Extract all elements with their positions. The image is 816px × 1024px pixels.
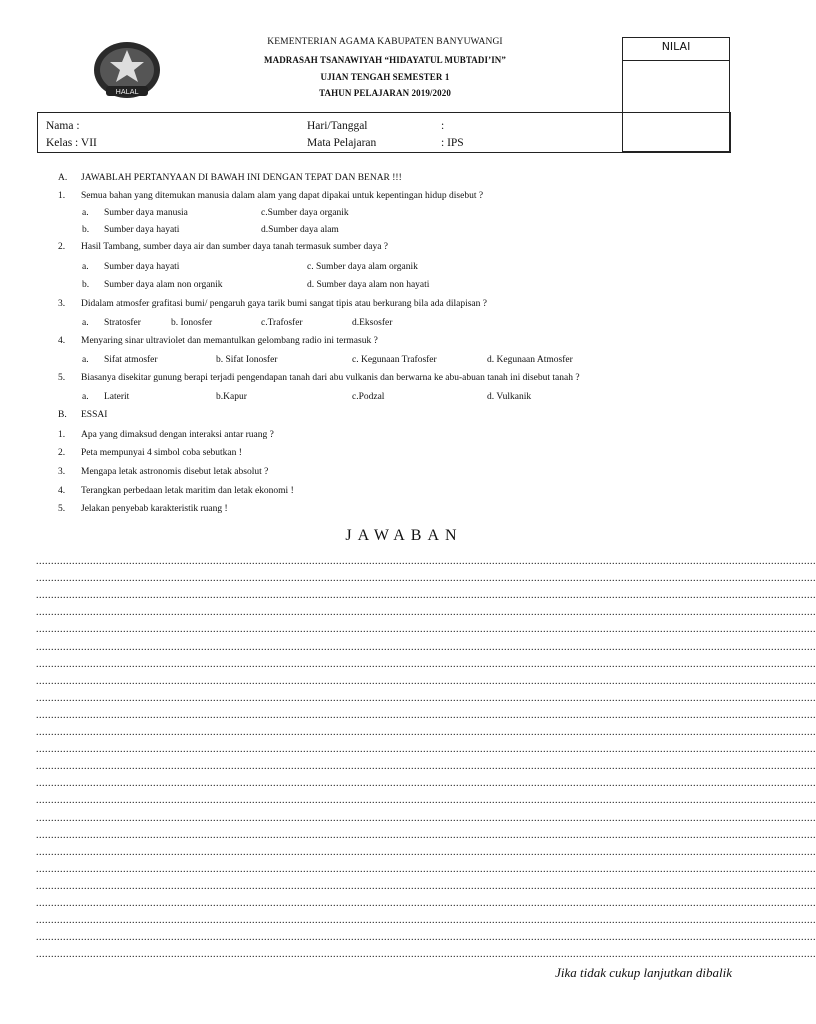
option-d[interactable]: d.Eksosfer xyxy=(352,318,393,328)
identity-box xyxy=(37,112,731,153)
option-b[interactable]: b. Sifat Ionosfer xyxy=(216,355,278,365)
option-c[interactable]: c.Podzal xyxy=(352,392,385,402)
header-school: MADRASAH TSANAWIYAH “HIDAYATUL MUBTADI’IN” xyxy=(264,55,506,65)
footer-note: Jika tidak cukup lanjutkan dibalik xyxy=(555,965,732,980)
answer-line[interactable]: .................................................................................................................................................................................................................................................................... xyxy=(36,778,816,790)
answer-line[interactable]: .................................................................................................................................................................................................................................................................... xyxy=(36,812,816,824)
essay-question: Jelakan penyebab karakteristik ruang ! xyxy=(81,504,228,514)
essay-question: Peta mempunyai 4 simbol coba sebutkan ! xyxy=(81,448,242,458)
section-b-title: ESSAI xyxy=(81,410,108,420)
answer-line[interactable]: .................................................................................................................................................................................................................................................................... xyxy=(36,727,816,738)
option-marker: b. xyxy=(82,280,90,290)
answer-line[interactable]: .................................................................................................................................................................................................................................................................... xyxy=(36,607,816,619)
essay-question: Mengapa letak astronomis disebut letak absolut ? xyxy=(81,467,269,477)
option-a[interactable]: Stratosfer xyxy=(104,318,141,328)
answer-line[interactable]: .................................................................................................................................................................................................................................................................... xyxy=(36,675,816,687)
section-a-marker: A. xyxy=(58,173,68,183)
answer-title: JAWABAN xyxy=(345,527,463,544)
option-a[interactable]: Sifat atmosfer xyxy=(104,355,158,365)
answer-line[interactable]: .................................................................................................................................................................................................................................................................... xyxy=(36,880,816,892)
option-b[interactable]: b.Kapur xyxy=(216,392,247,402)
option-a[interactable]: Laterit xyxy=(104,392,130,402)
answer-line[interactable]: .................................................................................................................................................................................................................................................................... xyxy=(36,624,816,636)
essay-question: Terangkan perbedaan letak maritim dan letak ekonomi ! xyxy=(81,486,294,496)
score-divider xyxy=(623,60,729,61)
name-label[interactable]: Nama : xyxy=(46,120,80,132)
question-text: Hasil Tambang, sumber daya air dan sumber daya tanah termasuk sumber daya ? xyxy=(81,242,389,252)
subject-label: Mata Pelajaran xyxy=(307,137,377,149)
answer-line[interactable]: .................................................................................................................................................................................................................................................................... xyxy=(36,590,816,602)
answer-line[interactable]: .................................................................................................................................................................................................................................................................... xyxy=(36,863,816,875)
essay-number: 1. xyxy=(58,430,66,440)
question-text: Menyaring sinar ultraviolet dan memantulkan gelombang radio ini termasuk ? xyxy=(81,336,378,346)
section-b-marker: B. xyxy=(58,410,67,420)
option-a[interactable]: Sumber daya manusia xyxy=(104,208,188,218)
option-d[interactable]: d. Sumber daya alam non hayati xyxy=(307,280,430,290)
essay-number: 5. xyxy=(58,504,66,514)
question-text: Semua bahan yang ditemukan manusia dalam alam yang dapat dipakai untuk kepentingan hidup disebut ? xyxy=(81,191,484,201)
answer-line[interactable]: .................................................................................................................................................................................................................................................................... xyxy=(36,641,816,653)
option-marker: a. xyxy=(82,208,89,218)
answer-line[interactable]: .................................................................................................................................................................................................................................................................... xyxy=(36,761,816,773)
school-logo xyxy=(92,40,162,106)
answer-line[interactable]: .................................................................................................................................................................................................................................................................... xyxy=(36,829,816,841)
essay-number: 4. xyxy=(58,486,66,496)
option-marker: a. xyxy=(82,262,89,272)
question-number: 4. xyxy=(58,336,66,346)
option-d[interactable]: d. Vulkanik xyxy=(487,392,532,402)
date-label: Hari/Tanggal xyxy=(307,120,368,132)
answer-line[interactable]: .................................................................................................................................................................................................................................................................... xyxy=(36,658,816,670)
header-exam: UJIAN TENGAH SEMESTER 1 xyxy=(320,72,450,82)
logo-text: HALAL xyxy=(115,88,139,96)
option-c[interactable]: c.Sumber daya organik xyxy=(261,208,349,218)
class-label: Kelas : VII xyxy=(46,137,97,149)
score-label: NILAI xyxy=(661,40,691,53)
option-c[interactable]: c. Kegunaan Trafosfer xyxy=(352,355,437,365)
option-b[interactable]: Sumber daya alam non organik xyxy=(104,280,223,290)
question-text: Biasanya disekitar gunung berapi terjadi pengendapan tanah dari abu vulkanis dan berwarna ke abu-abuan tanah ini disebut tanah ? xyxy=(81,373,580,383)
answer-line[interactable]: .................................................................................................................................................................................................................................................................... xyxy=(36,692,816,704)
date-value[interactable]: : xyxy=(441,120,445,132)
option-marker: a. xyxy=(82,392,89,402)
option-marker: b. xyxy=(82,225,90,235)
answer-line[interactable]: .................................................................................................................................................................................................................................................................... xyxy=(36,795,816,807)
option-c[interactable]: c.Trafosfer xyxy=(261,318,303,328)
answer-line[interactable]: .................................................................................................................................................................................................................................................................... xyxy=(36,556,816,567)
option-c[interactable]: c. Sumber daya alam organik xyxy=(307,262,418,272)
question-number: 1. xyxy=(58,191,66,201)
answer-line[interactable]: .................................................................................................................................................................................................................................................................... xyxy=(36,573,816,585)
question-number: 5. xyxy=(58,373,66,383)
option-marker: a. xyxy=(82,318,89,328)
answer-line[interactable]: .................................................................................................................................................................................................................................................................... xyxy=(36,846,816,858)
answer-line[interactable]: .................................................................................................................................................................................................................................................................... xyxy=(36,744,816,756)
essay-number: 3. xyxy=(58,467,66,477)
header-ministry: KEMENTERIAN AGAMA KABUPATEN BANYUWANGI xyxy=(267,37,503,47)
option-d[interactable]: d. Kegunaan Atmosfer xyxy=(487,355,573,365)
subject-value: : IPS xyxy=(441,137,464,149)
essay-number: 2. xyxy=(58,448,66,458)
answer-line[interactable]: .................................................................................................................................................................................................................................................................... xyxy=(36,898,816,909)
header-year: TAHUN PELAJARAN 2019/2020 xyxy=(319,88,451,98)
answer-line[interactable]: .................................................................................................................................................................................................................................................................... xyxy=(36,709,816,721)
question-number: 3. xyxy=(58,299,66,309)
option-d[interactable]: d.Sumber daya alam xyxy=(261,225,339,235)
option-b[interactable]: b. Ionosfer xyxy=(171,318,213,328)
section-a-title: JAWABLAH PERTANYAAN DI BAWAH INI DENGAN TEPAT DAN BENAR !!! xyxy=(81,173,402,183)
answer-line[interactable]: .................................................................................................................................................................................................................................................................... xyxy=(36,932,816,944)
question-number: 2. xyxy=(58,242,66,252)
option-b[interactable]: Sumber daya hayati xyxy=(104,225,180,235)
option-marker: a. xyxy=(82,355,89,365)
answer-line[interactable]: .................................................................................................................................................................................................................................................................... xyxy=(36,949,816,961)
essay-question: Apa yang dimaksud dengan interaksi antar ruang ? xyxy=(81,430,274,440)
option-a[interactable]: Sumber daya hayati xyxy=(104,262,180,272)
answer-line[interactable]: .................................................................................................................................................................................................................................................................... xyxy=(36,915,816,927)
question-text: Didalam atmosfer grafitasi bumi/ pengaruh gaya tarik bumi sangat tipis atau berkurang bila ada dilapisan ? xyxy=(81,299,487,309)
